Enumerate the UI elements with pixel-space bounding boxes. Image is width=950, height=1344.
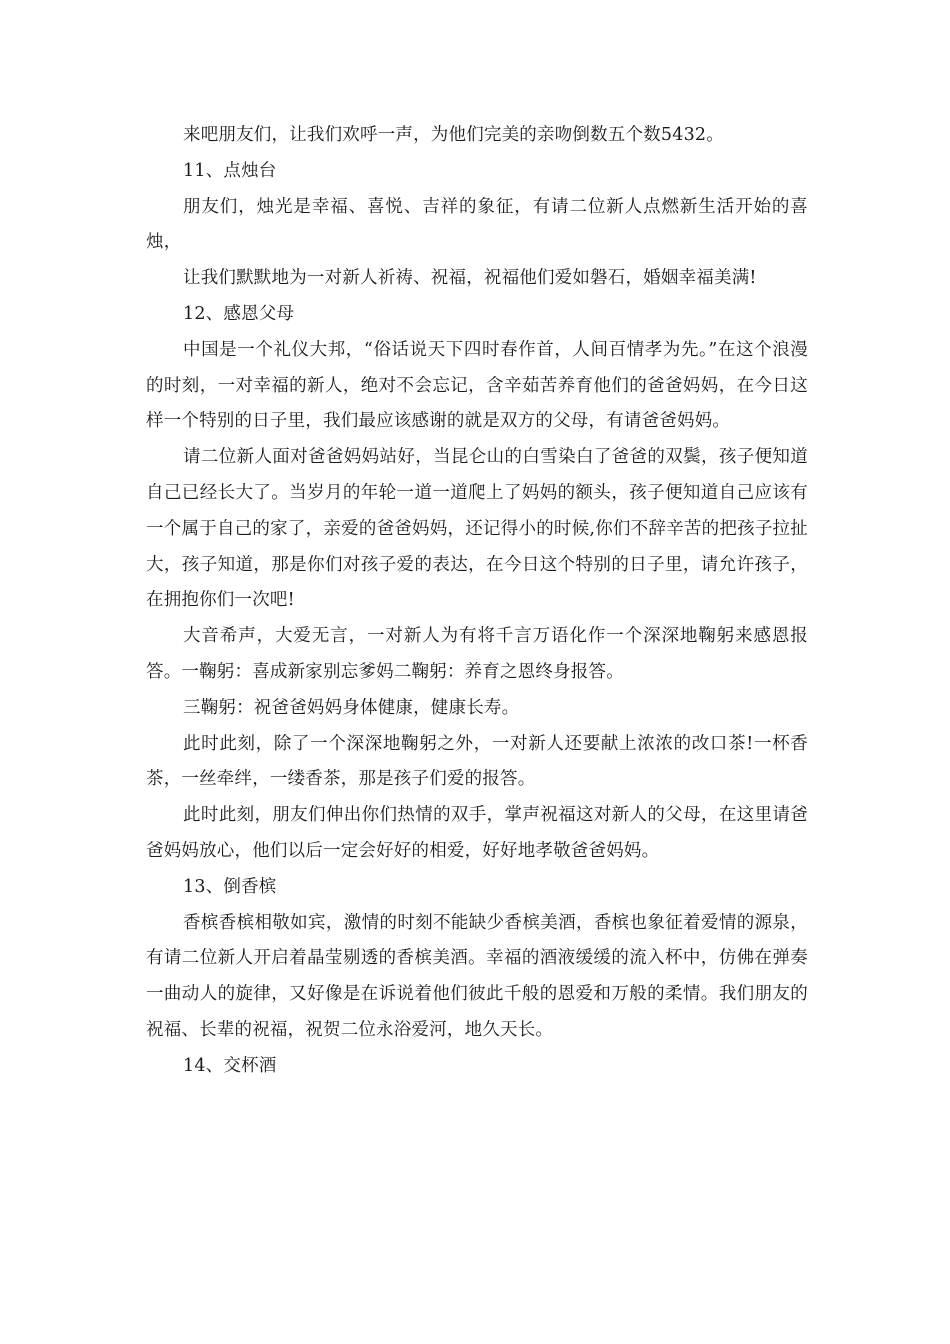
section-heading-pour-champagne: 13、倒香槟 bbox=[183, 876, 277, 897]
paragraph-change-tea: 此时此刻，除了一个深深地鞠躬之外，一对新人还要献上浓浓的改口茶!一杯香茶，一丝牵绊，一缕香茶，那是孩子们爱的报答。 bbox=[146, 733, 808, 790]
section-heading-thank-parents: 12、感恩父母 bbox=[183, 303, 295, 324]
paragraph-face-parents: 请二位新人面对爸爸妈妈站好，当昆仑山的白雪染白了爸爸的双鬓，孩子便知道自己已经长大了。当岁月的年轮一道一道爬上了妈妈的额头，孩子便知道自己应该有一个属于自己的家了，亲爱的爸爸妈妈，还记得小的时候,你们不辞辛苦的把孩子拉扯大，孩子知道，那是你们对孩子爱的表达，在今日这个特别的日子里，请允许孩子，在拥抱你们一次吧! bbox=[146, 447, 808, 611]
section-heading-cross-cup-wine: 14、交杯酒 bbox=[183, 1055, 277, 1076]
paragraph-third-bow: 三鞠躬：祝爸爸妈妈身体健康，健康长寿。 bbox=[183, 697, 520, 718]
paragraph-candle-symbol: 朋友们，烛光是幸福、喜悦、吉祥的象征，有请二位新人点燃新生活开始的喜烛， bbox=[146, 196, 808, 253]
paragraph-candle-blessing: 让我们默默地为一对新人祈祷、祝福，祝福他们爱如磐石，婚姻幸福美满! bbox=[183, 268, 757, 289]
paragraph-filial-piety: 中国是一个礼仪大邦，“俗话说天下四时春作首，人间百情孝为先。”在这个浪漫的时刻，一对幸福的新人，绝对不会忘记，含辛茹苦养育他们的爸爸妈妈，在今日这样一个特别的日子里，我们最应该感谢的就是双方的父母，有请爸爸妈妈。 bbox=[146, 339, 808, 432]
paragraph-bows: 大音希声，大爱无言，一对新人为有将千言万语化作一个深深地鞠躬来感恩报答。一鞠躬：喜成新家别忘爹妈二鞠躬：养育之恩终身报答。 bbox=[146, 626, 808, 682]
paragraph-champagne: 香槟香槟相敬如宾，激情的时刻不能缺少香槟美酒，香槟也象征着爱情的源泉，有请二位新人开启着晶莹剔透的香槟美酒。幸福的酒液缓缓的流入杯中，仿佛在弹奏一曲动人的旋律，又好像是在诉说着他们彼此千般的恩爱和万般的柔情。我们朋友的祝福、长辈的祝福，祝贺二位永浴爱河，地久天长。 bbox=[146, 912, 808, 1040]
document-body bbox=[146, 118, 808, 1085]
paragraph-applause-parents: 此时此刻，朋友们伸出你们热情的双手，掌声祝福这对新人的父母，在这里请爸爸妈妈放心，他们以后一定会好好的相爱，好好地孝敬爸爸妈妈。 bbox=[146, 805, 808, 861]
section-heading-light-candles: 11、点烛台 bbox=[183, 160, 277, 181]
paragraph-countdown-kiss: 来吧朋友们，让我们欢呼一声，为他们完美的亲吻倒数五个数5432。 bbox=[183, 125, 724, 145]
